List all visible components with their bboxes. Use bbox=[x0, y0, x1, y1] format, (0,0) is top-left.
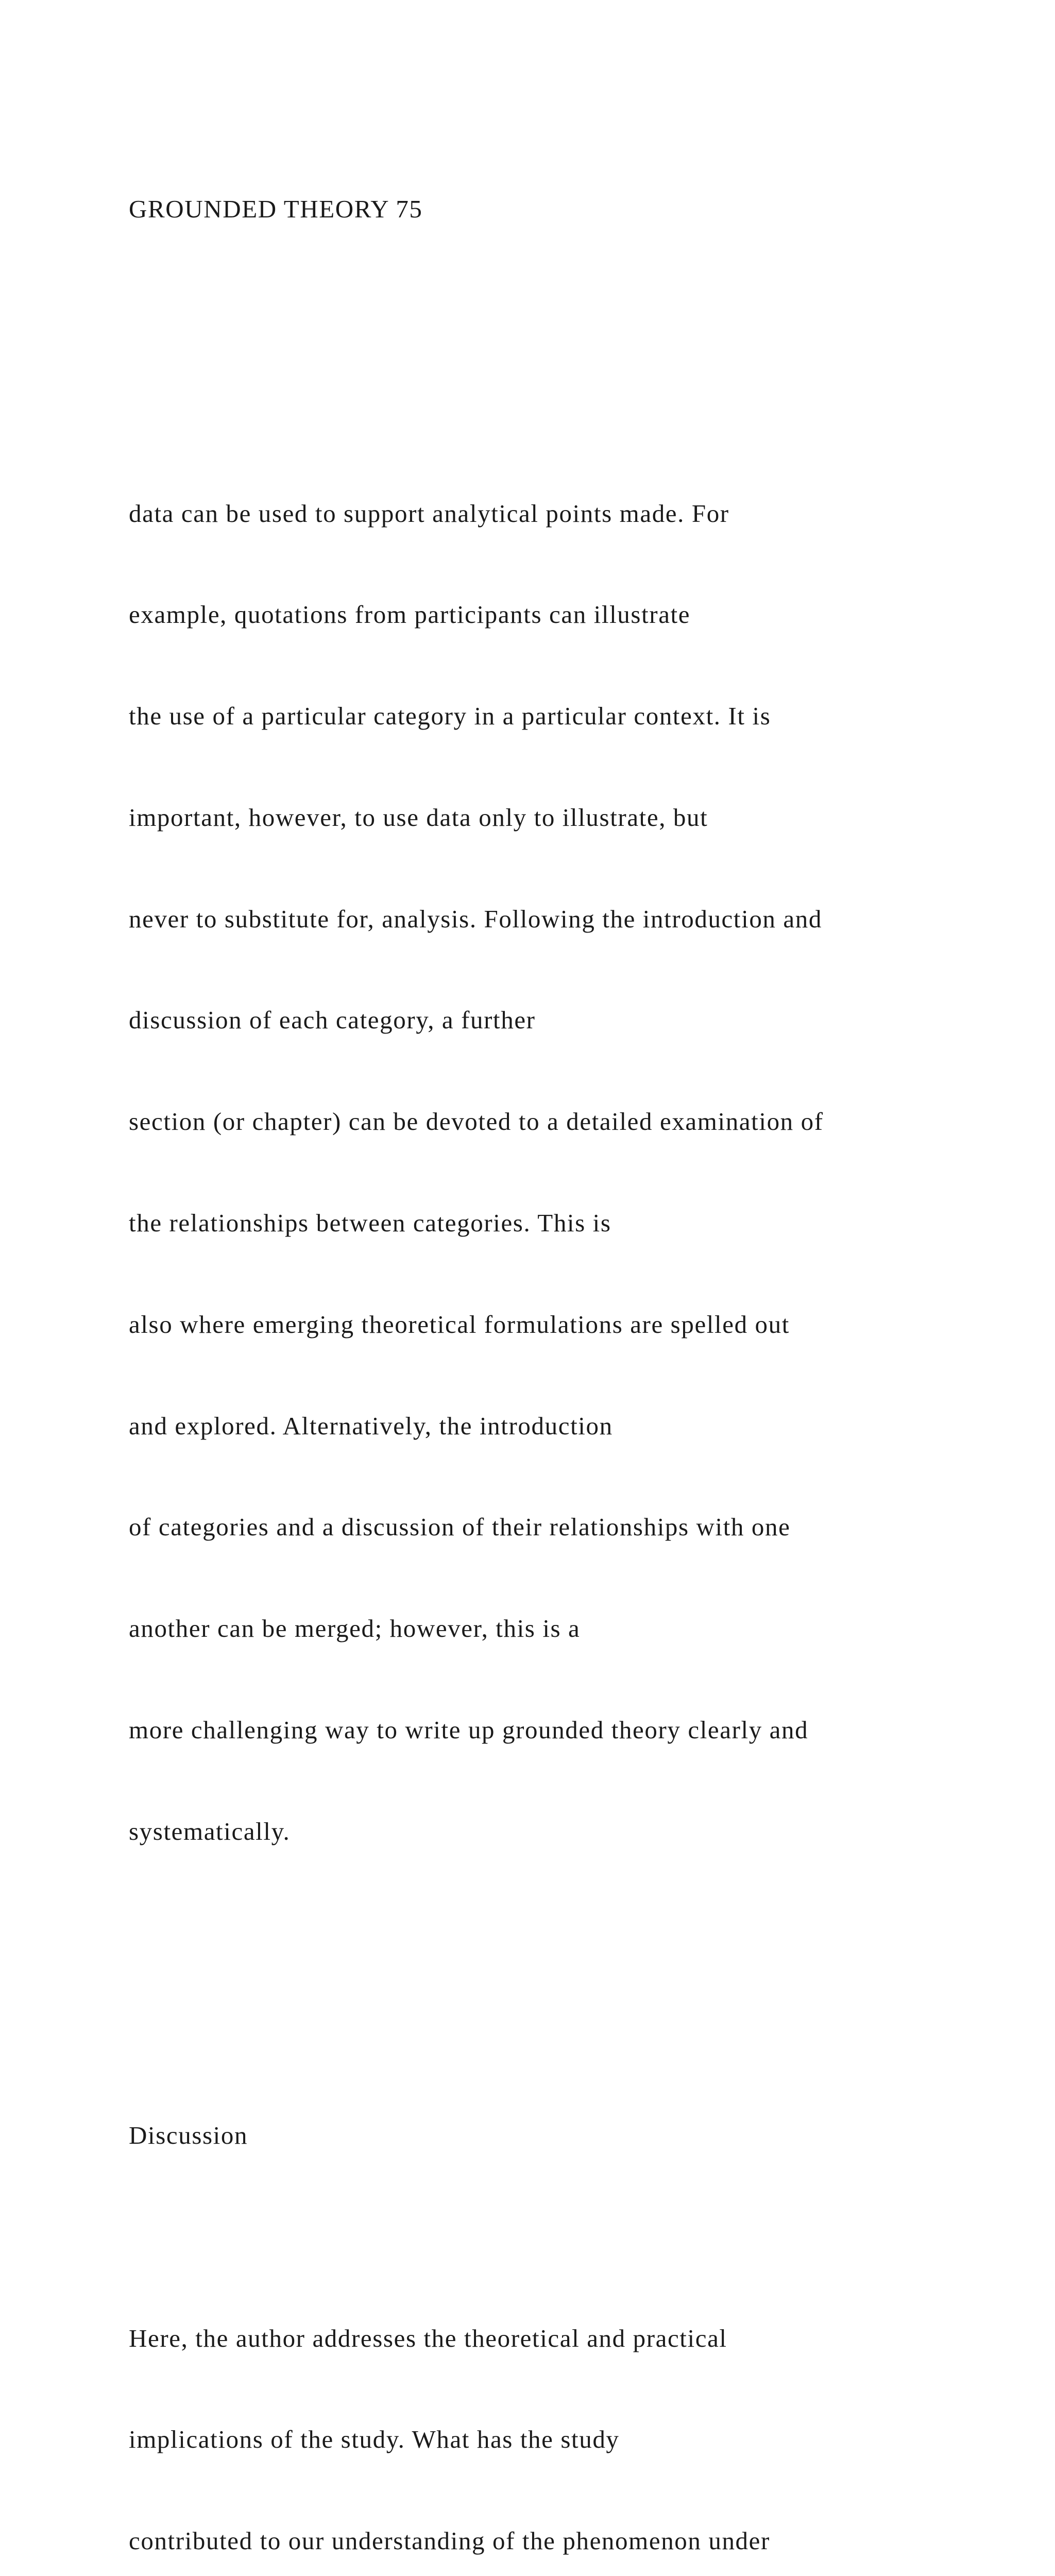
text-line: of categories and a discussion of their relationships with one bbox=[129, 1513, 791, 1541]
text-line: discussion of each category, a further bbox=[129, 1006, 536, 1035]
text-line: systematically. bbox=[129, 1817, 291, 1845]
text-line: another can be merged; however, this is a bbox=[129, 1614, 581, 1643]
text-line: implications of the study. What has the study bbox=[129, 2425, 620, 2454]
text-line: the relationships between categories. This is bbox=[129, 1209, 611, 1237]
blank-line bbox=[129, 2017, 1046, 2051]
document-text bbox=[129, 125, 1046, 2576]
text-line: and explored. Alternatively, the introduction bbox=[129, 1411, 613, 1440]
text-line: also where emerging theoretical formulations are spelled out bbox=[129, 1310, 790, 1338]
paragraph-1 bbox=[129, 429, 1046, 1916]
text-line: Here, the author addresses the theoretical and practical bbox=[129, 2324, 727, 2352]
text-line: data can be used to support analytical points made. For bbox=[129, 499, 729, 528]
text-line: important, however, to use data only to illustrate, but bbox=[129, 803, 708, 832]
blank-line bbox=[129, 294, 1046, 328]
paragraph-2 bbox=[129, 2253, 1046, 2576]
text-line: never to substitute for, analysis. Following the introduction and bbox=[129, 904, 822, 933]
text-line: more challenging way to write up grounded theory clearly and bbox=[129, 1715, 809, 1744]
text-line: contributed to our understanding of the phenomenon under bbox=[129, 2527, 770, 2555]
section-heading: Discussion bbox=[129, 2121, 248, 2150]
text-line: example, quotations from participants can illustrate bbox=[129, 600, 691, 629]
text-line: section (or chapter) can be devoted to a detailed examination of bbox=[129, 1107, 824, 1136]
text-line: the use of a particular category in a particular context. It is bbox=[129, 702, 771, 731]
running-header: GROUNDED THEORY 75 bbox=[129, 195, 423, 224]
